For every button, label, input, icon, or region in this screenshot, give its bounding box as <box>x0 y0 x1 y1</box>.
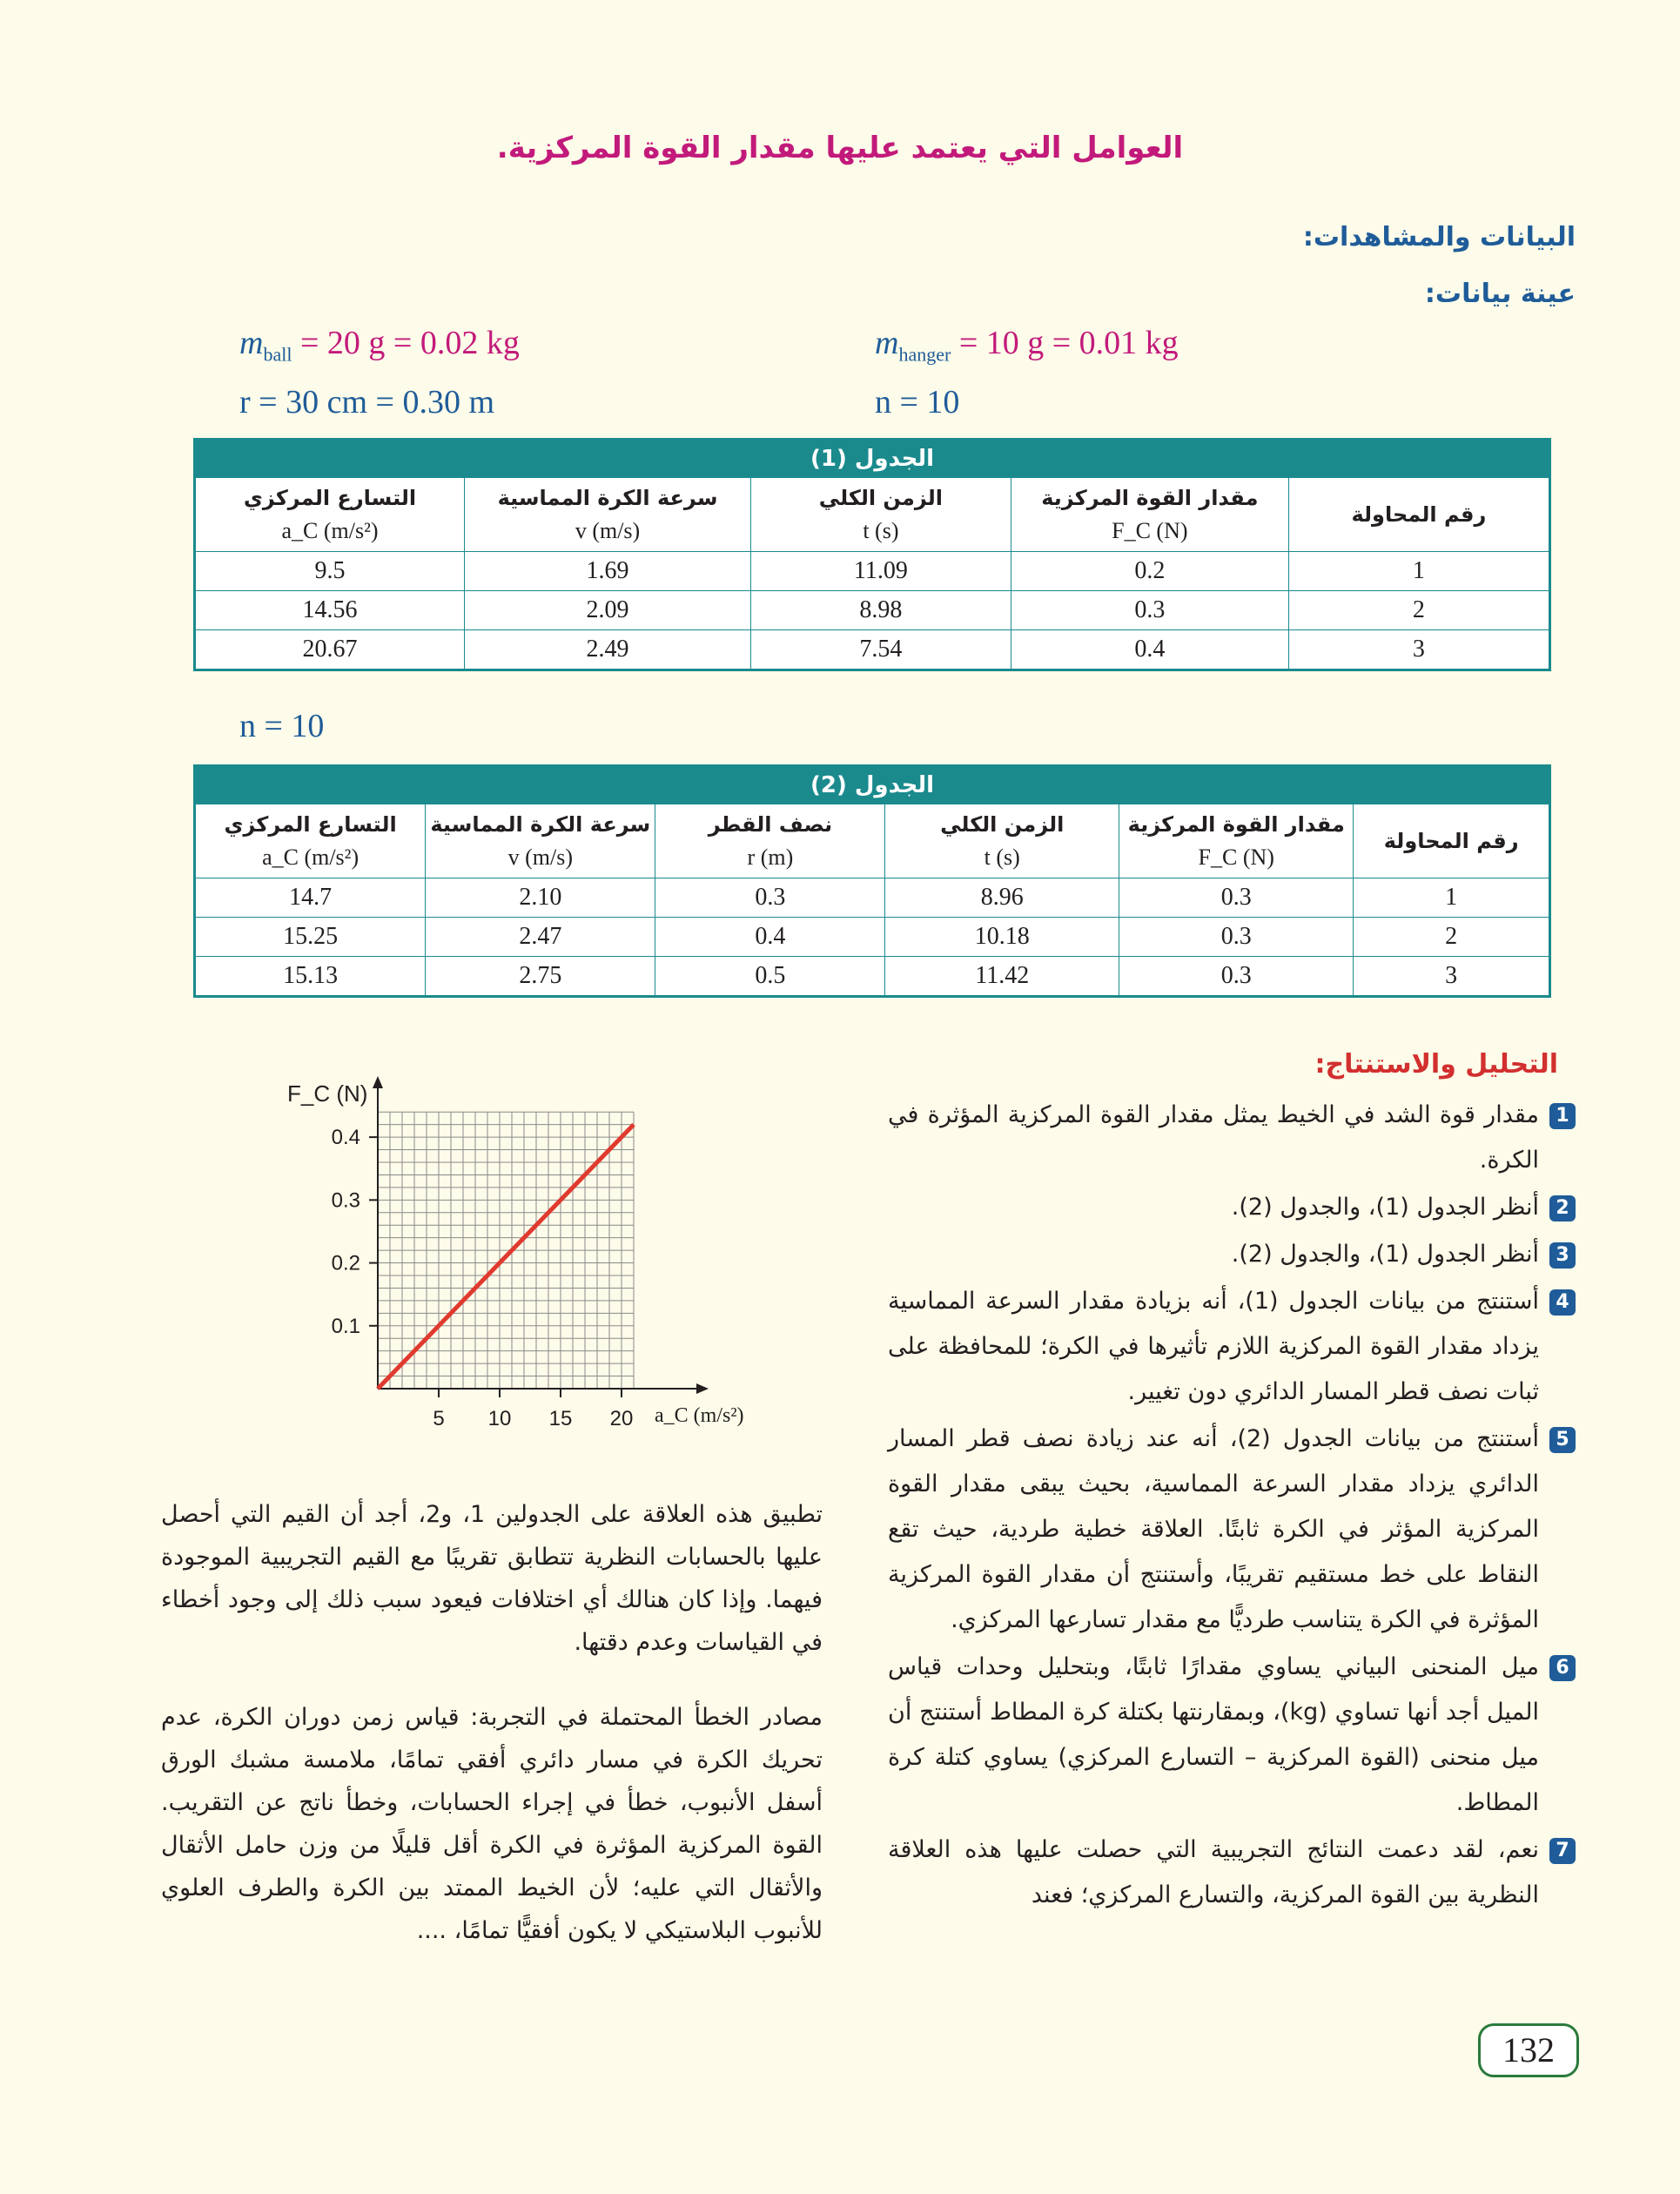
table2-header-unit: t (s) <box>984 844 1020 870</box>
table-cell: 2 <box>1354 918 1550 957</box>
table-cell: 14.7 <box>195 878 426 918</box>
page-title: العوامل التي يعتمد عليها مقدار القوة المركزية. <box>496 131 1184 165</box>
table-cell: 2.09 <box>465 591 751 630</box>
table-cell: 0.4 <box>1011 630 1288 670</box>
table1-header: الزمن الكلي <box>818 485 944 510</box>
table-cell: 0.3 <box>1119 878 1354 918</box>
x-tick-label: 20 <box>609 1407 634 1430</box>
list-item <box>888 1645 1576 1826</box>
series-line <box>378 1125 634 1389</box>
list-item <box>888 1827 1576 1918</box>
table-row <box>195 591 1550 630</box>
table-cell: 15.25 <box>195 918 426 957</box>
item-number: 3 <box>1549 1242 1576 1269</box>
table-cell: 2.10 <box>426 878 655 918</box>
table-cell: 2.75 <box>426 957 655 997</box>
table-cell: 9.5 <box>195 552 465 591</box>
left-paragraph-1: تطبيق هذه العلاقة على الجدولين 1، و2، أجد أن القيم التي أحصل عليها بالحسابات النظرية تتطابق تقريبًا مع القيم التجريبية الموجودة فيهما. وإذا كان هنالك أي اختلافات فيعود سبب ذلك إلى وجود أخطاء في القياسات وعدم دقتها. <box>161 1501 823 1656</box>
page-number: 132 <box>1478 2023 1579 2077</box>
y-tick-label: 0.2 <box>331 1251 360 1275</box>
item-number: 6 <box>1549 1655 1576 1681</box>
table2-header-row <box>195 804 1550 878</box>
y-tick-label: 0.1 <box>331 1314 360 1338</box>
table1-header-unit: F_C (N) <box>1112 517 1188 543</box>
table-cell: 0.2 <box>1011 552 1288 591</box>
table2-header-unit: r (m) <box>747 844 794 870</box>
list-item <box>888 1093 1576 1183</box>
table1-header: سرعة الكرة المماسية <box>497 485 718 510</box>
table2-caption: الجدول (2) <box>195 766 1550 804</box>
chart-axes <box>373 1076 709 1394</box>
table-cell: 8.98 <box>750 591 1011 630</box>
y-tick-label: 0.4 <box>331 1126 360 1150</box>
table-cell: 2 <box>1288 591 1549 630</box>
left-paragraph-2: مصادر الخطأ المحتملة في التجربة: قياس زمن دوران الكرة، عدم تحريك الكرة في مسار دائري أفقي تمامًا، ملامسة مشبك الورق أسفل الأنبوب، خطأ في إجراء الحسابات، وخطأ ناتج عن التقريب. القوة المركزية المؤثرة في الكرة أقل قليلًا من وزن حامل الأثقال والأثقال التي عليه؛ لأن الخيط الممتد بين الكرة والطرف العلوي للأنبوب البلاستيكي لا يكون أفقيًّا تمامًا، .... <box>161 1704 823 1944</box>
given-m-hanger: $m_{hanger} = 10$ g = 0.01 kg <box>875 325 1179 366</box>
table2-header: التسارع المركزي <box>224 811 397 837</box>
item-text: أستنتج من بيانات الجدول (1)، أنه بزيادة مقدار السرعة المماسية يزداد مقدار القوة المركزية اللازم تأثيرها في الكرة؛ للمحافظة على ثبات نصف قطر المسار الدائري دون تغيير. <box>888 1288 1539 1405</box>
table2-header-unit: a_C (m/s²) <box>262 844 360 870</box>
section-heading-data: البيانات والمشاهدات: <box>1302 222 1576 252</box>
table-cell: 1.69 <box>465 552 751 591</box>
table-cell: 3 <box>1354 957 1550 997</box>
chart-x-label: a_C (m/s²) <box>655 1404 744 1427</box>
table-row <box>195 957 1550 997</box>
table2-header-unit: F_C (N) <box>1198 844 1274 870</box>
item-text: أنظر الجدول (1)، والجدول (2). <box>1231 1194 1539 1221</box>
y-axis-arrow <box>373 1076 383 1088</box>
table-cell: 10.18 <box>885 918 1119 957</box>
item-number: 2 <box>1549 1195 1576 1222</box>
given-n-2: n = 10 <box>239 708 325 744</box>
table2-header: رقم المحاولة <box>1383 829 1519 853</box>
x-tick-label: 15 <box>548 1407 573 1430</box>
table1-header-unit: t (s) <box>863 517 899 543</box>
force-acceleration-graph <box>261 1067 801 1450</box>
table-cell: 0.5 <box>655 957 885 997</box>
data-table-1 <box>193 438 1551 671</box>
table-cell: 20.67 <box>195 630 465 670</box>
chart-series <box>378 1125 634 1389</box>
table2-header-unit: v (m/s) <box>507 844 574 870</box>
table-cell: 2.47 <box>426 918 655 957</box>
analysis-heading: التحليل والاستنتاج: <box>1314 1049 1558 1080</box>
item-text: نعم، لقد دعمت النتائج التجريبية التي حصلت عليها هذه العلاقة النظرية بين القوة المركزية، والتسارع المركزي؛ فعند <box>888 1836 1539 1908</box>
list-item <box>888 1279 1576 1415</box>
table2-header: الزمن الكلي <box>940 811 1065 837</box>
table1-header: التسارع المركزي <box>243 485 417 510</box>
table2-header: نصف القطر <box>708 811 833 837</box>
table1-header-row <box>195 478 1550 552</box>
x-tick-label: 5 <box>433 1407 445 1430</box>
item-text: أستنتج من بيانات الجدول (2)، أنه عند زيادة نصف قطر المسار الدائري يزداد مقدار السرعة المماسية، بحيث يبقى مقدار القوة المركزية المؤثر في الكرة ثابتًا. العلاقة خطية طردية، حيث تقع النقاط على خط مستقيم تقريبًا، وأستنتج أن مقدار القوة المركزية المؤثرة في الكرة يتناسب طرديًّا مع مقدار تسارعها المركزي. <box>888 1425 1539 1633</box>
item-text: مقدار قوة الشد في الخيط يمثل مقدار القوة المركزية المؤثرة في الكرة. <box>888 1101 1539 1174</box>
table-cell: 7.54 <box>750 630 1011 670</box>
item-number: 4 <box>1549 1289 1576 1316</box>
table-cell: 1 <box>1354 878 1550 918</box>
table1-header: مقدار القوة المركزية <box>1041 485 1259 510</box>
table-cell: 15.13 <box>195 957 426 997</box>
chart-y-label: F_C (N) <box>287 1080 368 1107</box>
table-row <box>195 552 1550 591</box>
table-cell: 11.09 <box>750 552 1011 591</box>
item-text: أنظر الجدول (1)، والجدول (2). <box>1231 1241 1539 1268</box>
analysis-list <box>888 1093 1576 1920</box>
table-cell: 0.3 <box>655 878 885 918</box>
list-item <box>888 1185 1576 1230</box>
item-number: 5 <box>1549 1427 1576 1453</box>
table2-header: سرعة الكرة المماسية <box>430 811 651 837</box>
table-cell: 8.96 <box>885 878 1119 918</box>
table2-header: مقدار القوة المركزية <box>1127 811 1345 837</box>
table-cell: 3 <box>1288 630 1549 670</box>
given-radius: r = 30 cm = 0.30 m <box>239 384 494 421</box>
x-tick-label: 10 <box>487 1407 512 1430</box>
table-cell: 0.3 <box>1119 957 1354 997</box>
table-cell: 11.42 <box>885 957 1119 997</box>
item-number: 1 <box>1549 1103 1576 1129</box>
list-item <box>888 1417 1576 1643</box>
data-table-2 <box>193 764 1551 998</box>
table-row <box>195 918 1550 957</box>
given-m-ball: $m_{ball} = 20$ g = 0.02 kg <box>239 325 520 366</box>
table-cell: 0.3 <box>1011 591 1288 630</box>
table1-header-unit: a_C (m/s²) <box>281 517 379 543</box>
given-n: n = 10 <box>875 384 960 421</box>
x-axis-arrow <box>696 1383 709 1394</box>
table-cell: 1 <box>1288 552 1549 591</box>
table-cell: 0.3 <box>1119 918 1354 957</box>
table-row <box>195 878 1550 918</box>
y-tick-label: 0.3 <box>331 1188 360 1213</box>
table-cell: 0.4 <box>655 918 885 957</box>
table-cell: 2.49 <box>465 630 751 670</box>
table1-header-unit: v (m/s) <box>575 517 641 543</box>
item-text: ميل المنحنى البياني يساوي مقدارًا ثابتًا، وبتحليل وحدات قياس الميل أجد أنها تساوي (kg)، وبمقارنتها بكتلة كرة المطاط أستنتج أن ميل منحنى (القوة المركزية – التسارع المركزي) يساوي كتلة كرة المطاط. <box>888 1653 1539 1816</box>
table-row <box>195 630 1550 670</box>
section-heading-sample: عينة بيانات: <box>1424 279 1576 309</box>
list-item <box>888 1232 1576 1277</box>
table1-header: رقم المحاولة <box>1351 502 1487 527</box>
item-number: 7 <box>1549 1838 1576 1864</box>
table-cell: 14.56 <box>195 591 465 630</box>
table1-caption: الجدول (1) <box>195 440 1550 478</box>
